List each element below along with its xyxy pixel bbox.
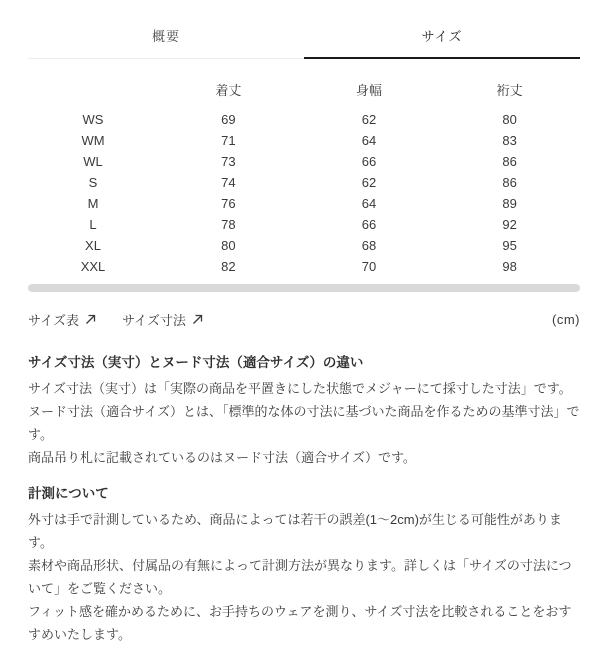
size-cell: 73 [221,154,236,169]
size-cell: 64 [361,196,377,211]
size-row-label: XL [85,238,101,253]
size-cell: 69 [221,112,236,127]
size-cell: 76 [221,196,236,211]
size-cell: 74 [221,175,236,190]
section-measurement [28,484,580,646]
size-cell: 64 [361,133,377,148]
size-cell: 86 [502,154,517,169]
section-paragraph: 商品吊り札に記載されているのはヌード寸法（適合サイズ）です。 [28,450,416,465]
external-link-icon [192,314,203,325]
size-cell: 80 [221,238,236,253]
size-chart-link[interactable] [28,310,96,329]
table-header-row [28,79,580,100]
size-row-label: L [89,217,97,232]
size-cell: 66 [361,217,377,232]
tab-bar [28,26,580,59]
links-row [28,310,580,329]
size-row-label: WL [83,154,103,169]
section-size-vs-nude [28,353,580,469]
size-cell: 98 [502,259,517,274]
table-row [28,172,580,193]
section-paragraph: フィット感を確かめるために、お手持ちのウェアを測り、サイズ寸法を比較されることをおすすめいたします。 [28,604,572,642]
size-cell: 80 [502,112,517,127]
size-cell: 92 [502,217,517,232]
column-header-sleeve-length: 裄丈 [496,83,523,98]
size-cell: 86 [502,175,517,190]
size-cell: 78 [221,217,236,232]
size-table [28,79,580,292]
size-cell: 71 [221,133,236,148]
size-cell: 66 [361,154,377,169]
size-cell: 62 [361,175,377,190]
horizontal-scrollbar[interactable] [28,284,580,292]
tab-overview[interactable]: 概要 [28,26,304,59]
size-row-label: WS [82,112,104,127]
column-header-body-length: 着丈 [215,83,242,98]
size-row-label: S [88,175,98,190]
section-paragraph: サイズ寸法（実寸）は「実際の商品を平置きにした状態でメジャーにて採寸した寸法」です。 [28,381,572,396]
unit-label: (cm) [552,312,580,327]
section-paragraph: ヌード寸法（適合サイズ）とは、「標準的な体の寸法に基づいた商品を作るための基準寸法」です。 [28,404,580,442]
size-cell: 68 [361,238,377,253]
table-row [28,256,580,277]
table-row [28,235,580,256]
size-chart-link-label: サイズ表 [28,313,79,328]
external-link-icon [85,314,96,325]
size-row-label: XXL [80,259,106,274]
table-row [28,193,580,214]
size-row-label: WM [81,133,105,148]
table-row [28,151,580,172]
section-paragraph: 素材や商品形状、付属品の有無によって計測方法が異なります。詳しくは「サイズの寸法について」をご覧ください。 [28,558,572,596]
size-cell: 95 [502,238,517,253]
size-cell: 89 [502,196,517,211]
size-cell: 70 [361,259,377,274]
size-row-label: M [87,196,99,211]
size-cell: 62 [361,112,377,127]
tab-size[interactable]: サイズ [304,26,580,59]
size-cell: 83 [502,133,517,148]
column-header-body-width: 身幅 [355,83,382,98]
size-measure-link-label: サイズ寸法 [121,313,186,328]
table-row [28,130,580,151]
section-title: 計測について [28,486,109,501]
section-paragraph: 外寸は手で計測しているため、商品によっては若干の誤差(1～2cm)が生じる可能性があります。 [28,512,562,550]
size-measure-link[interactable] [122,310,203,329]
table-row [28,109,580,130]
table-row [28,214,580,235]
size-cell: 82 [221,259,236,274]
section-title: サイズ寸法（実寸）とヌード寸法（適合サイズ）の違い [28,355,364,370]
